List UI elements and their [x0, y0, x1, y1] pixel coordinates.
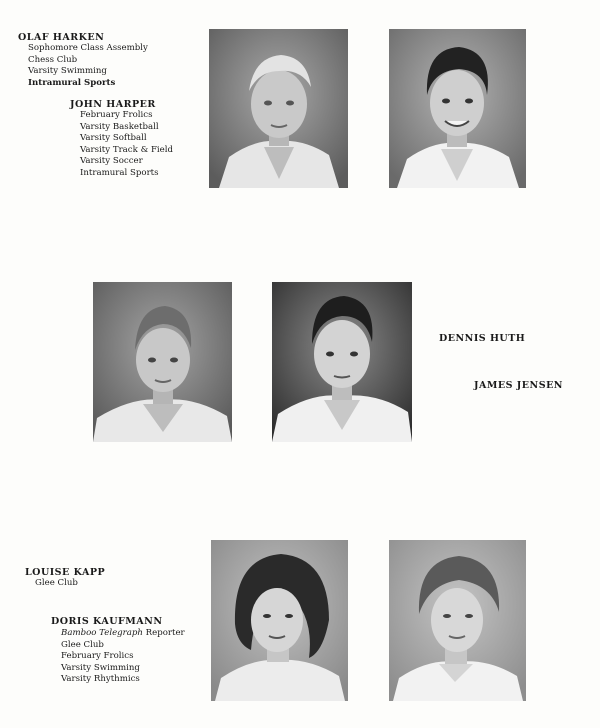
portrait-photo-dennis-huth — [93, 282, 232, 442]
student-name-dennis-huth: DENNIS HUTH — [439, 333, 526, 344]
student-name-olaf-harken: OLAF HARKEN — [18, 32, 105, 43]
student-name-doris-kaufmann: DORIS KAUFMANN — [51, 616, 163, 627]
activity-item: Chess Club — [28, 54, 78, 65]
activity-item: Varsity Soccer — [80, 156, 143, 166]
girl-portrait-icon — [389, 540, 526, 701]
activity-item: Glee Club — [35, 578, 78, 588]
activity-item: Varsity Softball — [80, 133, 147, 143]
portrait-photo-olaf-harken — [209, 29, 348, 188]
activity-item: Intramural Sports — [80, 167, 159, 178]
activity-item: February Frolics — [61, 651, 134, 661]
activity-list-olaf-harken — [28, 43, 148, 89]
boy-portrait-icon — [93, 282, 232, 442]
activity-item: Intramural Sports — [28, 77, 116, 88]
activity-list-john-harper — [80, 110, 173, 179]
portrait-photo-doris-kaufmann — [389, 540, 526, 701]
boy-portrait-icon — [209, 29, 348, 188]
activity-list-louise-kapp — [35, 578, 78, 590]
student-name-james-jensen: JAMES JENSEN — [474, 380, 563, 391]
portrait-photo-james-jensen — [272, 282, 412, 442]
activity-list-doris-kaufmann — [61, 628, 185, 686]
activity-item: Varsity Rhythmics — [61, 674, 140, 684]
activity-item: Varsity Basketball — [80, 121, 159, 132]
boy-portrait-icon — [389, 29, 526, 188]
student-name-john-harper: JOHN HARPER — [70, 99, 156, 110]
portrait-photo-louise-kapp — [211, 540, 348, 701]
portrait-photo-john-harper — [389, 29, 526, 188]
student-name-louise-kapp: LOUISE KAPP — [25, 567, 106, 578]
boy-portrait-icon — [272, 282, 412, 442]
activity-item: February Frolics — [80, 110, 153, 120]
role-text: Reporter — [142, 628, 185, 638]
activity-item: Varsity Track & Field — [80, 144, 173, 155]
activity-item — [61, 628, 185, 640]
activity-item: Glee Club — [61, 639, 104, 650]
publication-title: Bamboo Telegraph — [61, 628, 143, 638]
activity-item: Varsity Swimming — [61, 662, 140, 673]
girl-portrait-icon — [211, 540, 348, 701]
activity-item: Varsity Swimming — [28, 66, 107, 76]
activity-item: Sophomore Class Assembly — [28, 43, 148, 53]
